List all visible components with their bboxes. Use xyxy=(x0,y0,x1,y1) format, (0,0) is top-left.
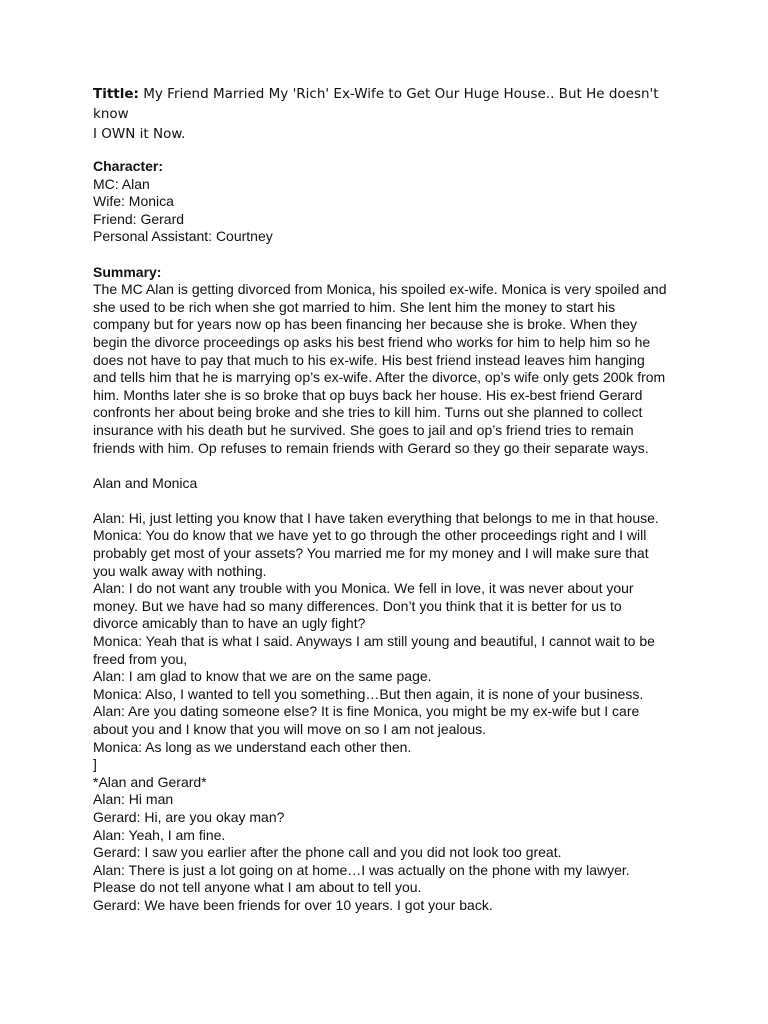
character-line: Friend: Gerard xyxy=(93,210,185,227)
dialogue-line: Gerard: I saw you earlier after the phone call and you did not look too great. xyxy=(93,844,562,861)
dialogue-line: divorce amicably than to have an ugly fight? xyxy=(93,615,366,632)
summary-line: company but for years now op has been financing her because she is broke. When they xyxy=(93,316,637,333)
dialogue-line: ] xyxy=(93,756,97,773)
summary-line: friends with him. Op refuses to remain friends with Gerard so they go their separate ways. xyxy=(93,439,649,456)
dialogue-line: Monica: You do know that we have yet to go through the other proceedings right and I will xyxy=(93,527,647,544)
dialogue-line: Alan: I do not want any trouble with you Monica. We fell in love, it was never about your xyxy=(93,580,634,597)
scene-section xyxy=(93,475,693,915)
character-line: Personal Assistant: Courtney xyxy=(93,228,273,245)
summary-line: begin the divorce proceedings op asks his best friend who works for him to help him so he xyxy=(93,333,651,350)
summary-line: him. Months later she is so broke that op buys back her house. His ex-best friend Gerard xyxy=(93,386,643,403)
dialogue-line: *Alan and Gerard* xyxy=(93,773,207,790)
dialogue-line: Gerard: We have been friends for over 10 years. I got your back. xyxy=(93,896,493,913)
characters-heading: Character: xyxy=(93,158,164,174)
summary-line: The MC Alan is getting divorced from Monica, his spoiled ex-wife. Monica is very spoiled and xyxy=(93,281,667,298)
summary-line: confronts her about being broke and she tries to kill him. Turns out she planned to collect xyxy=(93,404,643,421)
dialogue-line: Monica: As long as we understand each other then. xyxy=(93,738,412,755)
character-line: MC: Alan xyxy=(93,175,150,192)
dialogue-line: probably get most of your assets? You married me for my money and I will make sure that xyxy=(93,545,649,562)
title-label: Tittle: xyxy=(93,86,139,102)
dialogue-line: Please do not tell anyone what I am about to tell you. xyxy=(93,879,422,896)
dialogue-line: you walk away with nothing. xyxy=(93,562,267,579)
dialogue-line: Gerard: Hi, are you okay man? xyxy=(93,808,285,825)
title-line-1: My Friend Married My 'Rich' Ex-Wife to Get Our Huge House.. But He doesn't know xyxy=(93,86,659,122)
dialogue-line: freed from you, xyxy=(93,650,188,667)
characters-section xyxy=(93,158,693,246)
dialogue-line: Alan: Yeah, I am fine. xyxy=(93,826,226,843)
character-line: Wife: Monica xyxy=(93,193,174,210)
document-page xyxy=(93,84,693,915)
dialogue-line: Alan: Are you dating someone else? It is fine Monica, you might be my ex-wife but I care xyxy=(93,703,640,720)
dialogue-line: Alan: I am glad to know that we are on the same page. xyxy=(93,668,432,685)
summary-paragraph xyxy=(93,281,693,457)
summary-line: and tells him that he is marrying op’s ex-wife. After the divorce, op’s wife only gets 200k from xyxy=(93,369,666,386)
dialogue-block xyxy=(93,510,693,915)
scene-heading: Alan and Monica xyxy=(93,474,198,491)
dialogue-line: Monica: Yeah that is what I said. Anyways I am still young and beautiful, I cannot wait to be xyxy=(93,633,655,650)
summary-line: insurance with his death but he survived. She goes to jail and op’s friend tries to remain xyxy=(93,421,634,438)
title-line-2: I OWN it Now. xyxy=(93,126,186,142)
summary-heading: Summary: xyxy=(93,263,162,280)
summary-line: she used to be rich when she got married to him. She lent him the money to start his xyxy=(93,298,616,315)
dialogue-line: money. But we have had so many differences. Don’t you think that it is better for us to xyxy=(93,597,622,614)
summary-line: does not have to pay that much to his ex-wife. His best friend instead leaves him hanging xyxy=(93,351,645,368)
summary-section xyxy=(93,264,693,458)
dialogue-line: Alan: Hi man xyxy=(93,791,174,808)
dialogue-line: about you and I know that you will move on so I am not jealous. xyxy=(93,721,487,737)
dialogue-line: Alan: There is just a lot going on at home…I was actually on the phone with my lawyer. xyxy=(93,861,630,878)
dialogue-line: Alan: Hi, just letting you know that I have taken everything that belongs to me in that house. xyxy=(93,509,659,526)
dialogue-line: Monica: Also, I wanted to tell you something…But then again, it is none of your business. xyxy=(93,685,644,702)
document-title xyxy=(93,84,693,144)
